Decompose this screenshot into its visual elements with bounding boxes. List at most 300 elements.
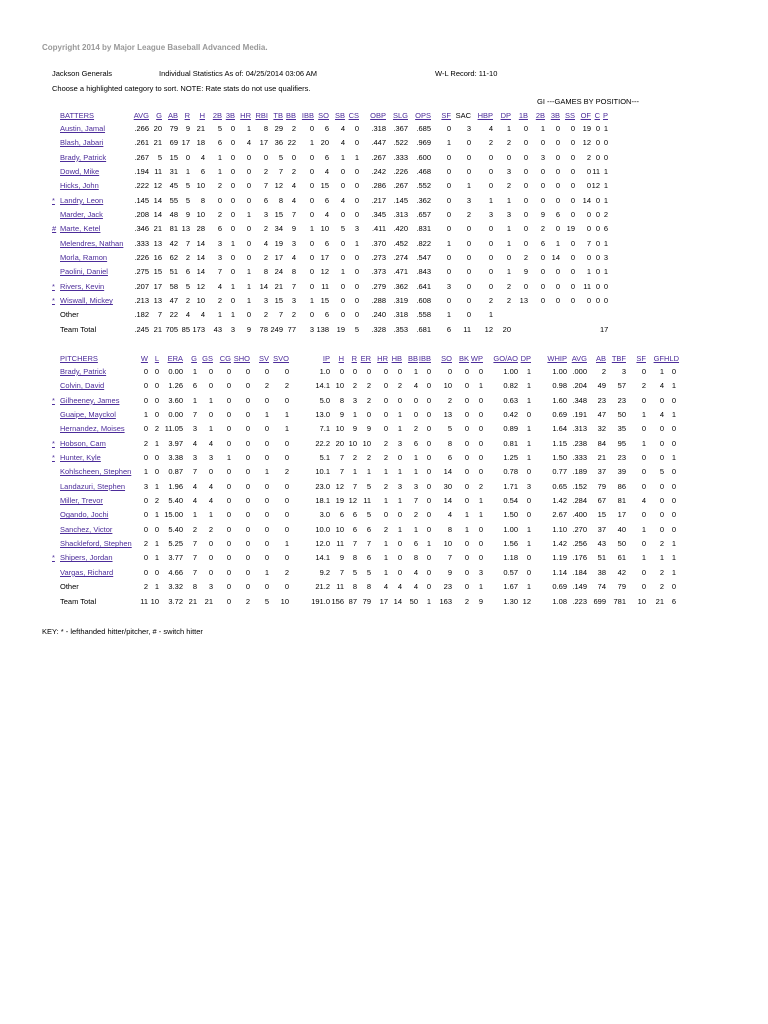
bat-col-header[interactable]: HBP [477, 111, 493, 120]
bat-stat-cell: 0 [466, 253, 471, 263]
bat-stat-cell: .471 [393, 267, 408, 277]
bat-stat-cell: .274 [393, 253, 408, 263]
pitcher-name-cell [52, 365, 135, 379]
bat-table-row [52, 136, 608, 150]
bat-stat-cell: 55 [169, 195, 178, 205]
pit-stat-cell: 10 [280, 596, 289, 606]
pit-stat-cell: 0 [383, 510, 388, 520]
pit-stat-cell: 32 [597, 424, 606, 434]
bat-stat-cell: 0 [523, 181, 528, 191]
bat-stat-cell: 0 [540, 267, 545, 277]
pit-stat-cell: 7 [192, 539, 197, 549]
pit-stat-cell: 0 [245, 367, 250, 376]
pit-col-header[interactable]: L [154, 354, 159, 363]
bat-stat-cell: 2 [263, 167, 268, 177]
pit-col-header[interactable]: TBF [611, 354, 626, 363]
bat-stat-cell: 58 [169, 281, 178, 291]
pit-stat-cell: 1 [526, 539, 531, 549]
pit-col-header[interactable]: R [351, 354, 357, 363]
pit-stat-cell: 5.40 [168, 496, 183, 506]
player-link[interactable]: Austin, Jamal [60, 124, 106, 133]
pit-stat-cell: 0 [264, 481, 269, 491]
pit-col-header[interactable]: GO/AO [493, 354, 518, 363]
pit-stat-cell: 0 [464, 453, 469, 463]
bat-stat-cell: 9 [185, 210, 190, 220]
bat-col-header[interactable]: 3B [550, 111, 560, 120]
bat-stat-cell: 69 [169, 138, 178, 148]
bat-stat-cell: 0 [570, 167, 575, 177]
pit-stat-cell: 699 [593, 596, 606, 606]
pit-stat-cell: 1 [383, 539, 388, 549]
pit-stat-cell: 0 [426, 410, 431, 420]
pit-stat-cell: 8 [447, 524, 452, 534]
bat-col-header[interactable]: 3B [225, 111, 235, 120]
bat-stat-cell: 0 [570, 138, 575, 148]
pit-stat-cell: 2 [383, 524, 388, 534]
pit-stat-cell: 0 [464, 424, 469, 434]
handedness-marker: * [52, 438, 55, 448]
pit-col-header[interactable]: WHIP [547, 354, 567, 363]
bat-col-header[interactable]: OPS [415, 111, 431, 120]
bat-stat-cell: 0 [488, 281, 493, 291]
bat-col-header[interactable]: AVG [133, 111, 149, 120]
player-link[interactable]: Morla, Ramon [60, 253, 108, 263]
pit-stat-cell: 2 [366, 395, 371, 405]
pit-stat-cell: 50 [617, 410, 626, 420]
pit-col-header[interactable]: HR [377, 354, 388, 363]
pit-stat-cell: 1.42 [552, 496, 567, 506]
pit-stat-cell: .333 [572, 453, 587, 463]
pit-stat-cell: 0 [397, 539, 402, 549]
bat-stat-cell: 79 [169, 124, 178, 133]
bat-stat-cell: 7 [291, 210, 296, 220]
bat-stat-cell: .547 [416, 253, 431, 263]
bat-stat-cell: 2 [466, 210, 471, 220]
bat-stat-cell: .608 [416, 296, 431, 306]
pit-stat-cell: 5 [366, 481, 371, 491]
bat-stat-cell: 3 [488, 210, 493, 220]
pit-stat-cell: 0 [641, 467, 646, 477]
pit-col-header[interactable]: AVG [571, 354, 587, 363]
pit-table-row [52, 422, 676, 436]
batter-name-cell [52, 165, 132, 179]
bat-col-header[interactable]: IBB [301, 111, 314, 120]
player-link[interactable]: Colvin, David [60, 381, 105, 391]
pit-stat-cell: 0 [478, 553, 483, 563]
pit-stat-cell: 0 [426, 582, 431, 592]
pit-stat-cell: 14 [443, 467, 452, 477]
bat-stat-cell: 19 [336, 324, 345, 334]
bat-col-header[interactable]: DP [500, 111, 511, 120]
bat-stat-cell: 0 [506, 152, 511, 162]
player-link[interactable]: Hicks, John [60, 181, 99, 191]
bat-col-header[interactable]: 2B [535, 111, 545, 120]
bat-stat-cell: 6 [324, 124, 329, 133]
pit-col-header[interactable]: DP [520, 354, 531, 363]
bat-col-header[interactable]: SS [564, 111, 575, 120]
player-link[interactable]: Rivers, Kevin [60, 281, 105, 291]
pit-col-header[interactable]: GF [653, 354, 664, 363]
bat-stat-cell: .267 [371, 152, 386, 162]
pit-stat-cell: 0 [245, 524, 250, 534]
pit-stat-cell: 3 [621, 367, 626, 376]
pit-stat-cell: 1.50 [503, 510, 518, 520]
bat-col-header[interactable]: OBP [370, 111, 386, 120]
bat-stat-cell: 62 [169, 253, 178, 263]
pit-stat-cell: 0 [641, 567, 646, 577]
bat-stat-cell: 45 [169, 181, 178, 191]
pit-stat-cell: 1 [526, 582, 531, 592]
pit-stat-cell: .191 [572, 410, 587, 420]
bat-stat-cell: 36 [274, 138, 283, 148]
batter-name-cell [52, 151, 132, 165]
pit-stat-cell: 7 [352, 539, 357, 549]
pit-stat-cell: 0 [671, 424, 676, 434]
player-link[interactable]: Blash, Jabari [60, 138, 104, 148]
player-link[interactable]: Marder, Jack [60, 210, 103, 220]
bat-stat-cell: 12 [582, 138, 591, 148]
bat-stat-cell: 10 [320, 224, 329, 234]
pit-stat-cell: 0 [143, 567, 148, 577]
player-link[interactable]: Hunter, Kyle [60, 453, 101, 463]
bat-col-header[interactable]: R [184, 111, 190, 120]
bat-stat-cell: 7 [586, 238, 591, 248]
pit-stat-cell: 10 [443, 381, 452, 391]
pit-col-header[interactable]: H [338, 354, 344, 363]
bat-stat-cell: .313 [393, 210, 408, 220]
pit-stat-cell: 23.0 [315, 481, 330, 491]
pit-stat-cell: 0 [208, 567, 213, 577]
player-link[interactable]: Shipers, Jordan [60, 553, 113, 563]
player-link[interactable]: Hobson, Cam [60, 438, 106, 448]
pit-stat-cell: 1 [526, 381, 531, 391]
pit-table-row [52, 394, 676, 408]
player-link[interactable]: Sanchez, Victor [60, 524, 113, 534]
pit-col-header[interactable]: BB [407, 354, 418, 363]
bat-stat-cell: .266 [134, 124, 149, 133]
bat-stat-cell: 0 [570, 253, 575, 263]
bat-stat-cell: 8 [278, 195, 283, 205]
bat-stat-cell: 1 [603, 181, 608, 191]
bat-stat-cell: 3 [291, 238, 296, 248]
pit-stat-cell: .256 [572, 539, 587, 549]
bat-stat-cell: 0 [506, 253, 511, 263]
bat-stat-cell: 0 [309, 124, 314, 133]
player-link[interactable]: Landazuri, Stephen [60, 481, 126, 491]
bat-stat-cell: 0 [540, 195, 545, 205]
pit-col-header[interactable]: WP [470, 354, 483, 363]
pit-col-header[interactable]: SHO [233, 354, 250, 363]
bat-stat-cell: 0 [595, 195, 600, 205]
pit-col-header[interactable]: BK [458, 354, 469, 363]
bat-col-header[interactable]: C [594, 111, 600, 120]
bat-col-header[interactable]: P [602, 111, 608, 120]
bat-stat-cell: 0 [230, 124, 235, 133]
pit-stat-cell: 1 [641, 524, 646, 534]
player-link[interactable]: Shackleford, Stephen [60, 539, 132, 549]
pit-stat-cell: 0 [154, 381, 159, 391]
bat-stat-cell: 13 [153, 238, 162, 248]
pit-stat-cell: 0 [426, 424, 431, 434]
pit-stat-cell: 6 [447, 453, 452, 463]
pit-col-header[interactable]: IP [322, 354, 330, 363]
bat-stat-cell: 10 [196, 296, 205, 306]
bat-stat-cell: 1 [246, 267, 251, 277]
pit-stat-cell: .000 [572, 367, 587, 376]
bat-stat-cell: 6 [555, 210, 560, 220]
pit-stat-cell: 1 [426, 539, 431, 549]
batter-name-cell [52, 208, 132, 222]
bat-stat-cell: 2 [586, 152, 591, 162]
pit-stat-cell: 1 [641, 410, 646, 420]
bat-stat-cell: 1 [446, 138, 451, 148]
bat-stat-cell: 2 [263, 224, 268, 234]
player-link[interactable]: Gilheeney, James [60, 395, 120, 405]
bat-col-header[interactable]: OF [580, 111, 591, 120]
bat-stat-cell: 20 [320, 138, 329, 148]
pit-stat-cell: 9 [366, 424, 371, 434]
bat-stat-cell: 0 [309, 253, 314, 263]
bat-stat-cell: 13 [153, 296, 162, 306]
pit-stat-cell: 4 [192, 438, 197, 448]
pit-col-header[interactable]: SO [441, 354, 452, 363]
pit-stat-cell: 0 [245, 424, 250, 434]
pit-stat-cell: 2.67 [552, 510, 567, 520]
pit-stat-cell: 11 [140, 596, 148, 606]
bat-stat-cell: 6 [200, 167, 205, 177]
pit-stat-cell: 2 [447, 395, 452, 405]
bat-col-header[interactable]: BATTERS [60, 111, 95, 120]
pit-stat-cell: 1.19 [552, 553, 567, 563]
pit-col-header[interactable]: ERA [167, 354, 183, 363]
pit-stat-cell: 1 [397, 524, 402, 534]
pit-stat-cell: 1 [366, 467, 371, 477]
bat-stat-cell: 0 [291, 152, 296, 162]
bat-stat-cell: 6 [185, 267, 190, 277]
pit-stat-cell: 1 [671, 453, 676, 463]
pit-col-header[interactable]: GS [202, 354, 213, 363]
pit-stat-cell: 0 [383, 367, 388, 376]
bat-stat-cell: 2 [603, 210, 608, 220]
player-link[interactable]: Marte, Ketel [60, 224, 101, 234]
player-link[interactable]: Landry, Leon [60, 195, 104, 205]
bat-stat-cell: 4 [200, 310, 205, 320]
pit-stat-cell: 50 [409, 596, 418, 606]
pit-stat-cell: 1 [397, 467, 402, 477]
pit-stat-cell: 3 [397, 438, 402, 448]
bat-stat-cell: 0 [570, 238, 575, 248]
pit-stat-cell: 0 [397, 395, 402, 405]
pit-col-header[interactable]: SF [636, 354, 646, 363]
pit-stat-cell: 1.42 [552, 539, 567, 549]
row-label: Other [60, 310, 79, 320]
pit-col-header[interactable]: PITCHERS [60, 354, 98, 363]
bat-stat-cell [560, 308, 575, 322]
pit-stat-cell: 4 [659, 381, 664, 391]
bat-stat-cell: 1 [446, 310, 451, 320]
bat-stat-cell: 0 [246, 238, 251, 248]
player-link[interactable]: Dowd, Mike [60, 167, 100, 177]
bat-stat-cell: 173 [192, 324, 205, 334]
pit-stat-cell: 1.14 [552, 567, 567, 577]
bat-col-header[interactable]: 2B [212, 111, 222, 120]
player-link[interactable]: Paolini, Daniel [60, 267, 108, 277]
bat-stat-cell: 14 [153, 195, 162, 205]
pit-stat-cell: 0 [426, 395, 431, 405]
bat-stat-cell: 81 [169, 224, 178, 234]
pit-stat-cell: 7.1 [319, 424, 330, 434]
bat-stat-cell: 0 [555, 267, 560, 277]
bat-stat-cell: 0 [540, 253, 545, 263]
bat-stat-cell: .267 [393, 181, 408, 191]
bat-stat-cell: .267 [134, 152, 149, 162]
pit-stat-cell: 0 [143, 510, 148, 520]
pit-stat-cell: 0 [226, 539, 231, 549]
bat-stat-cell: 15 [274, 296, 283, 306]
pit-col-header[interactable]: AB [595, 354, 606, 363]
bat-stat-cell: 1 [555, 238, 560, 248]
pit-stat-cell: 0 [641, 453, 646, 463]
pit-stat-cell: 47 [597, 410, 606, 420]
bat-col-header[interactable]: SLG [392, 111, 408, 120]
bat-col-header[interactable]: H [199, 111, 205, 120]
bat-stat-cell: 11 [321, 281, 329, 291]
bat-stat-cell: 15 [320, 181, 329, 191]
bat-col-header[interactable]: 1B [518, 111, 528, 120]
pit-stat-cell: 0 [143, 367, 148, 376]
bat-stat-cell: 0 [570, 296, 575, 306]
bat-stat-cell: .279 [371, 281, 386, 291]
bat-stat-cell: .194 [134, 167, 149, 177]
pit-stat-cell: 1 [383, 467, 388, 477]
pit-stat-cell: 0 [526, 553, 531, 563]
bat-stat-cell: 10 [196, 210, 205, 220]
bat-stat-cell: 3 [603, 253, 608, 263]
batting-stats-table [52, 110, 608, 337]
player-link[interactable]: Miller, Trevor [60, 496, 103, 506]
bat-stat-cell: .242 [371, 167, 386, 177]
player-link[interactable]: Brady, Patrick [60, 367, 107, 376]
pit-table-row [52, 537, 676, 551]
bat-stat-cell [528, 308, 545, 322]
pit-stat-cell: 9 [352, 424, 357, 434]
player-link[interactable]: Wiswall, Mickey [60, 296, 113, 306]
pit-col-header[interactable]: G [191, 354, 197, 363]
pit-stat-cell: 0 [526, 496, 531, 506]
pit-stat-cell: 0 [245, 481, 250, 491]
bat-stat-cell: 1 [309, 296, 314, 306]
bat-stat-cell: .261 [134, 138, 149, 148]
pit-stat-cell: 0 [143, 395, 148, 405]
bat-stat-cell: 0 [230, 267, 235, 277]
bat-stat-cell: 14 [196, 267, 205, 277]
bat-col-header[interactable]: AB [167, 111, 178, 120]
pit-stat-cell: 30 [443, 481, 452, 491]
bat-stat-cell: .145 [393, 195, 408, 205]
bat-stat-cell: 42 [169, 238, 178, 248]
pit-stat-cell: 1.10 [552, 524, 567, 534]
bat-stat-cell: 31 [169, 167, 178, 177]
bat-col-header: SAC [455, 111, 471, 120]
pit-col-header[interactable]: HLD [664, 354, 680, 363]
pit-stat-cell: 5 [659, 467, 664, 477]
bat-stat-cell: 18 [196, 138, 205, 148]
pit-stat-cell: 10 [335, 524, 344, 534]
player-link[interactable]: Vargas, Richard [60, 567, 114, 577]
player-link[interactable]: Ogando, Jochi [60, 510, 109, 520]
bat-stat-cell: .641 [416, 281, 431, 291]
bat-col-header[interactable]: SF [441, 111, 451, 120]
pit-stat-cell: 1 [397, 496, 402, 506]
pit-stat-cell: 13.0 [315, 410, 330, 420]
bat-stat-cell: 34 [274, 224, 283, 234]
bat-col-header[interactable]: RBI [255, 111, 268, 120]
bat-col-header[interactable]: G [156, 111, 162, 120]
pit-stat-cell: 0 [426, 567, 431, 577]
player-link[interactable]: Hernandez, Moises [60, 424, 125, 434]
pit-stat-cell: 1 [192, 367, 197, 376]
pit-stat-cell: 2 [352, 453, 357, 463]
pit-stat-cell: 0 [284, 496, 289, 506]
bat-stat-cell: 3 [217, 253, 222, 263]
bat-col-header[interactable]: BB [285, 111, 296, 120]
player-link[interactable]: Kohlscheen, Stephen [60, 467, 132, 477]
bat-stat-cell: 0 [570, 124, 575, 133]
bat-stat-cell: 1 [506, 195, 511, 205]
bat-stat-cell: 0 [446, 152, 451, 162]
bat-stat-cell: 0 [555, 195, 560, 205]
bat-stat-cell: 9 [523, 267, 528, 277]
bat-stat-cell: .245 [134, 324, 149, 334]
bat-col-header[interactable]: HR [240, 111, 251, 120]
bat-col-header[interactable]: TB [273, 111, 283, 120]
bat-stat-cell: 0 [446, 195, 451, 205]
pit-col-header[interactable]: ER [360, 354, 371, 363]
pit-stat-cell: 3.60 [168, 395, 183, 405]
pit-stat-cell: 2 [366, 453, 371, 463]
bat-col-header[interactable]: SB [334, 111, 345, 120]
player-link[interactable]: Melendres, Nathan [60, 238, 124, 248]
pit-stat-cell: 3 [143, 481, 148, 491]
pit-stat-cell: 79 [617, 582, 626, 592]
bat-stat-cell: 0 [570, 152, 575, 162]
bat-stat-cell: 0 [466, 310, 471, 320]
bat-stat-cell: 0 [555, 281, 560, 291]
pit-col-header[interactable]: HB [391, 354, 402, 363]
handedness-marker: * [52, 195, 55, 205]
pit-col-header[interactable]: SV [258, 354, 269, 363]
bat-col-header[interactable]: CS [348, 111, 359, 120]
pit-stat-cell: 2 [641, 381, 646, 391]
pit-col-header[interactable]: IBB [418, 354, 431, 363]
bat-stat-cell: .240 [371, 310, 386, 320]
pit-stat-cell: 7 [413, 496, 418, 506]
pit-col-header[interactable]: W [140, 354, 148, 363]
bat-col-header[interactable]: SO [318, 111, 329, 120]
pitcher-name-cell [52, 408, 135, 422]
pit-stat-cell: 5.0 [319, 395, 330, 405]
pit-stat-cell: 5 [366, 567, 371, 577]
pit-stat-cell: 0 [245, 438, 250, 448]
pit-stat-cell: .189 [572, 467, 587, 477]
player-link[interactable]: Guaipe, Mayckol [60, 410, 116, 420]
pit-col-header[interactable]: CG [219, 354, 231, 363]
bat-stat-cell: 0 [446, 124, 451, 133]
pit-stat-cell: 1 [478, 496, 483, 506]
pit-stat-cell: 0 [226, 367, 231, 376]
pit-col-header[interactable]: SVO [273, 354, 289, 363]
player-link[interactable]: Brady, Patrick [60, 152, 107, 162]
